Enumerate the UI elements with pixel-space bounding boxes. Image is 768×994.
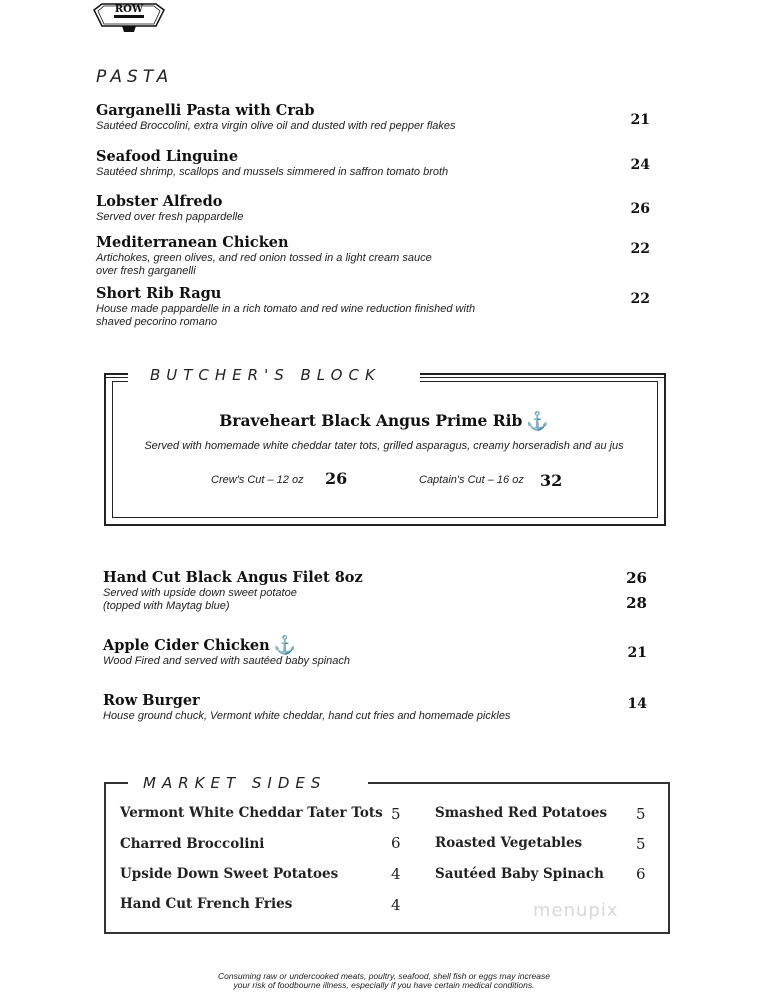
title-rule [104, 374, 128, 378]
item-price: 21 [630, 112, 650, 128]
restaurant-logo [92, 0, 166, 34]
side-item-name: Roasted Vegetables [435, 835, 583, 851]
item-price: 21 [627, 645, 647, 661]
disclaimer-line-2: your risk of foodbourne illness, especially if you have certain medical conditions. [233, 980, 535, 990]
menu-item [103, 569, 523, 613]
side-item-price: 6 [636, 865, 646, 883]
item-description: Wood Fired and served with sautéed baby spinach [103, 655, 351, 667]
anchor-icon: ⚓ [526, 411, 549, 432]
menu-item [103, 692, 543, 723]
side-item-name: Hand Cut French Fries [120, 896, 293, 912]
item-price: 14 [627, 696, 647, 712]
menu-item [96, 148, 516, 179]
side-item-price: 4 [391, 865, 401, 883]
item-description: House ground chuck, Vermont white cheddar, hand cut fries and homemade pickles [103, 710, 511, 722]
side-item-name: Upside Down Sweet Potatoes [120, 866, 339, 882]
market-sides-title: MARKET SIDES [143, 774, 327, 792]
captains-cut-price: 32 [540, 471, 563, 490]
side-item-price: 5 [391, 805, 401, 823]
item-name: Lobster Alfredo [96, 193, 223, 210]
item-description: over fresh garganelli [96, 265, 196, 277]
item-description: Served over fresh pappardelle [96, 211, 244, 223]
item-name: Hand Cut Black Angus Filet 8oz [103, 569, 363, 586]
item-price: 24 [630, 157, 650, 173]
item-name: Mediterranean Chicken [96, 234, 289, 251]
menu-item [96, 102, 516, 133]
side-item-price: 5 [636, 835, 646, 853]
side-item-name: Smashed Red Potatoes [435, 805, 608, 821]
disclaimer-line-1: Consuming raw or undercooked meats, poultry, seafood, shell fish or eggs may increase [218, 971, 550, 981]
menu-item [103, 637, 523, 668]
item-description: Sautéed Broccolini, extra virgin olive oil and dusted with red pepper flakes [96, 120, 456, 132]
item-description: House made pappardelle in a rich tomato and red wine reduction finished with [96, 303, 476, 315]
item-description: Sautéed shrimp, scallops and mussels simmered in saffron tomato broth [96, 166, 449, 178]
item-price: 26 [626, 569, 647, 587]
item-description: Served with upside down sweet potatoe [103, 587, 297, 599]
logo-text: ROW [114, 4, 144, 15]
prime-rib-description: Served with homemade white cheddar tater tots, grilled asparagus, creamy horseradish and au jus [144, 440, 624, 452]
item-description: shaved pecorino romano [96, 316, 218, 328]
title-rule [420, 374, 664, 378]
item-price: 28 [626, 594, 647, 612]
crews-cut-price: 26 [325, 469, 348, 488]
item-description: (topped with Maytag blue) [103, 600, 230, 612]
side-item-name: Sautéed Baby Spinach [435, 866, 604, 882]
pasta-section-title: PASTA [96, 67, 174, 87]
captains-cut-label: Captain's Cut – 16 oz [419, 474, 524, 486]
menu-item [96, 285, 516, 329]
side-item-name: Charred Broccolini [120, 836, 265, 852]
watermark: menupix [533, 900, 619, 921]
side-item-price: 6 [391, 834, 401, 852]
prime-rib-label: Braveheart Black Angus Prime Rib [219, 411, 523, 430]
prime-rib-name [0, 411, 768, 432]
item-name-label: Apple Cider Chicken [103, 637, 270, 654]
item-price: 22 [630, 291, 650, 307]
crews-cut-label: Crew's Cut – 12 oz [211, 474, 304, 486]
item-description: Artichokes, green olives, and red onion tossed in a light cream sauce [96, 252, 432, 264]
allergy-disclaimer [0, 972, 768, 990]
item-name [103, 637, 523, 655]
menu-item [96, 234, 516, 278]
menu-item [96, 193, 516, 224]
butchers-block-title: BUTCHER'S BLOCK [150, 366, 381, 384]
item-name: Seafood Linguine [96, 148, 239, 165]
side-item-price: 4 [391, 896, 401, 914]
anchor-icon: ⚓ [273, 635, 297, 656]
item-name: Short Rib Ragu [96, 285, 222, 302]
item-price: 26 [630, 201, 650, 217]
item-price: 22 [630, 241, 650, 257]
side-item-name: Vermont White Cheddar Tater Tots [120, 805, 383, 821]
item-name: Garganelli Pasta with Crab [96, 102, 315, 119]
side-item-price: 5 [636, 805, 646, 823]
item-name: Row Burger [103, 692, 200, 709]
